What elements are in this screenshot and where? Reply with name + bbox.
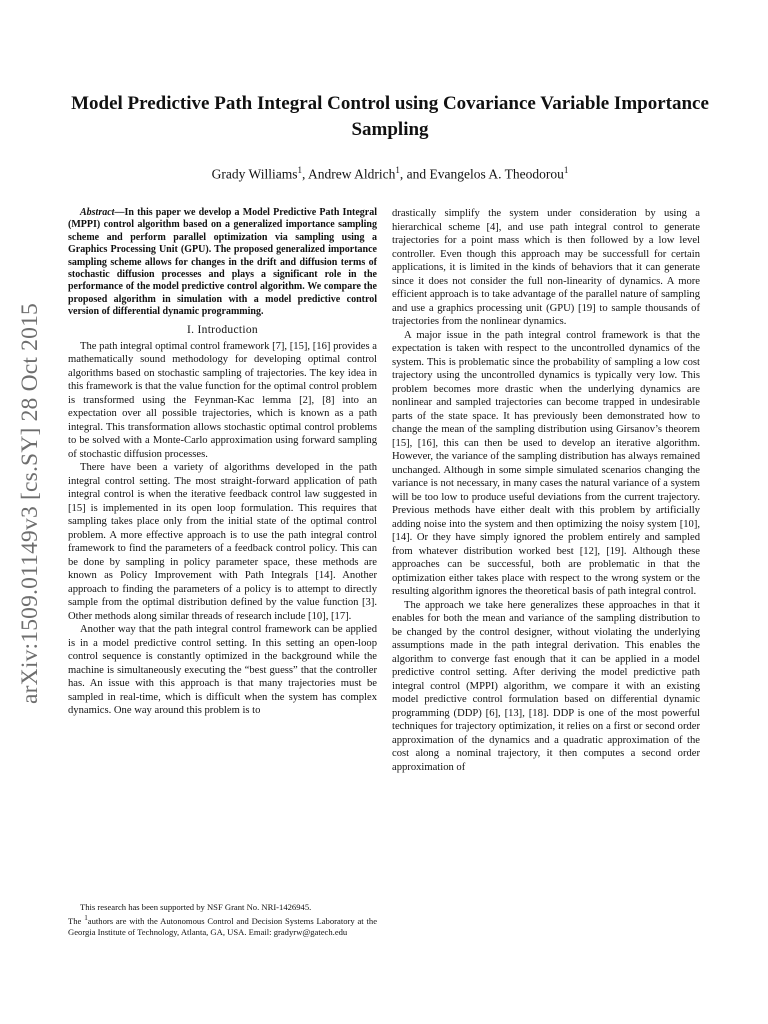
paragraph: There have been a variety of algorithms developed in the path integral control setting. The most straight-forward application of path integral control is when the iterative feedback control law suggested in [15] is implemented in its open loop formulation. This requires that sampling takes place only from the initial state of the optimal control problem. A more effective approach is to use the path integral control framework to find the parameters of a feedback control policy. This can be done by sampling in policy parameter space, these methods are known as Policy Improvement with Path Integrals [14]. Another approach to finding the parameters of a policy is to attempt to directly sample from the optimal distribution defined by the value function [3]. Other methods along similar threads of research include [10], [17]. (68, 462, 377, 622)
paragraph: A major issue in the path integral control framework is that the expectation is taken with respect to the uncontrolled dynamics of the system. This is problematic since the probability of sampling a low cost trajectory using the uncontrolled dynamics is typically very low. This problem becomes more drastic when the underlying dynamics are nonlinear and sampled trajectories can become trapped in undesirable parts of the state space. It has previously been demonstrated how to change the mean of the sampling distribution using Girsanov’s theorem [15], [16], this can then be used to develop an iterative algorithm. However, the variance of the sampling distribution has always remained unchanged. Although in some simple simulated scenarios changing the variance is not necessary, in many cases the natural variance of a system will be too low to produce useful deviations from the current trajectory. Previous methods have either dealt with this problem by artificially adding noise into the system and then optimizing the noisy system [10], [14]. Or they have simply ignored the problem entirely and sampled from whatever distribution worked best [12], [19]. Although these approaches can be successful, both are problematic in that the optimization either takes place with respect to the wrong system or the resulting algorithm ignores the theoretical basis of path integral control. (392, 329, 700, 597)
abstract-label: Abstract (80, 207, 115, 218)
right-column (392, 207, 700, 774)
arxiv-identifier-text: arXiv:1509.01149v3 [cs.SY] 28 Oct 2015 (16, 302, 43, 704)
section-heading: I. Introduction (187, 323, 258, 336)
abstract-text: In this paper we develop a Model Predictive Path Integral (MPPI) control algorithm based on a generalized importance sampling scheme and perform parallel optimization via sampling using a Graphics Processing Unit (GPU). The proposed generalized importance sampling scheme allows for changes in the drift and diffusion terms of stochastic diffusion processes and plays a significant role in the performance of the model predictive control algorithm. We compare the proposed algorithm in simulation with a model predictive control version of differential dynamic programming. (68, 207, 377, 318)
left-column (68, 207, 377, 718)
footnote (68, 902, 377, 938)
author-list: Grady Williams$^1$, Andrew Aldrich$^1$, and Evangelos A. Theodorou$^1$ (211, 165, 569, 182)
author-name: Grady Williams (211, 166, 298, 182)
funding-note: This research has been supported by NSF Grant No. NRI-1426945. (80, 902, 312, 912)
paragraph: Another way that the path integral control framework can be applied is in a model predictive control setting. In this setting an open-loop control sequence is constantly optimized in the background while the machine is simultaneously executing the “best guess” that the controller has. An issue with this approach is that many trajectories must be sampled in real-time, which is difficult when the system has complex dynamics. One way around this problem is to (68, 624, 377, 717)
author-name: Evangelos A. Theodorou (429, 166, 564, 182)
affiliation-marker: 1 (297, 165, 302, 175)
author-name: Andrew Aldrich (308, 166, 396, 182)
abstract-dash: — (114, 207, 125, 218)
affiliation-note-text: authors are with the Autonomous Control and Decision Systems Laboratory at the Georgia Institute of Technology, Atlanta, GA, USA. Email: gradyrw@gatech.edu (68, 915, 378, 937)
paragraph: drastically simplify the system under consideration by using a hierarchical scheme [4], and use path integral control to generate trajectories for a point mass which is then followed by a low level controller. Even though this approach may be successfull for certain applications, it is limited in the kinds of behaviors that it can generate since it does not consider the full non-linearity of dynamics. A more efficient approach is to take advantage of the parallel nature of sampling and use a graphics processing unit (GPU) [19] to sample thousands of trajectories from the nonlinear dynamics. (392, 208, 700, 327)
affiliation-marker: 1 (395, 165, 400, 175)
paragraph: The approach we take here generalizes these approaches in that it enables for both the mean and variance of the sampling distribution to be changed by the control designer, without violating the underlying assumptions made in the path integral derivation. This enables the algorithm to converge fast enough that it can be applied in a model predictive control setting. After deriving the model predictive path integral control (MPPI) algorithm, we compare it with an existing model predictive control formulation based on differential dynamic programming (DDP) [6], [13], [18]. DDP is one of the most powerful techniques for trajectory optimization, it relies on a first or second order approximation of the dynamics and a quadratic approximation of the cost along a nominal trajectory, it then computes a second order approximation of (392, 599, 700, 773)
abstract (68, 207, 377, 319)
paper-title: Model Predictive Path Integral Control using Covariance Variable Importance Sampling (71, 93, 709, 140)
affiliation-marker: 1 (84, 914, 88, 922)
affiliation-note-prefix: The (68, 915, 82, 926)
arxiv-identifier-stamp (9, 280, 51, 726)
paragraph: The path integral optimal control framework [7], [15], [16] provides a mathematically sound methodology for developing optimal control algorithms based on stochastic sampling of trajectories. The key idea in this framework is that the value function for the optimal control problem is transformed using the Feynman-Kac lemma [2], [8] into an expectation over all possible trajectories, which is known as a path integral. This transformation allows stochastic optimal control problems to be solved with a Monte-Carlo approximation using forward sampling of stochastic diffusion processes. (68, 340, 377, 460)
affiliation-note (68, 913, 377, 938)
affiliation-marker: 1 (563, 165, 569, 175)
